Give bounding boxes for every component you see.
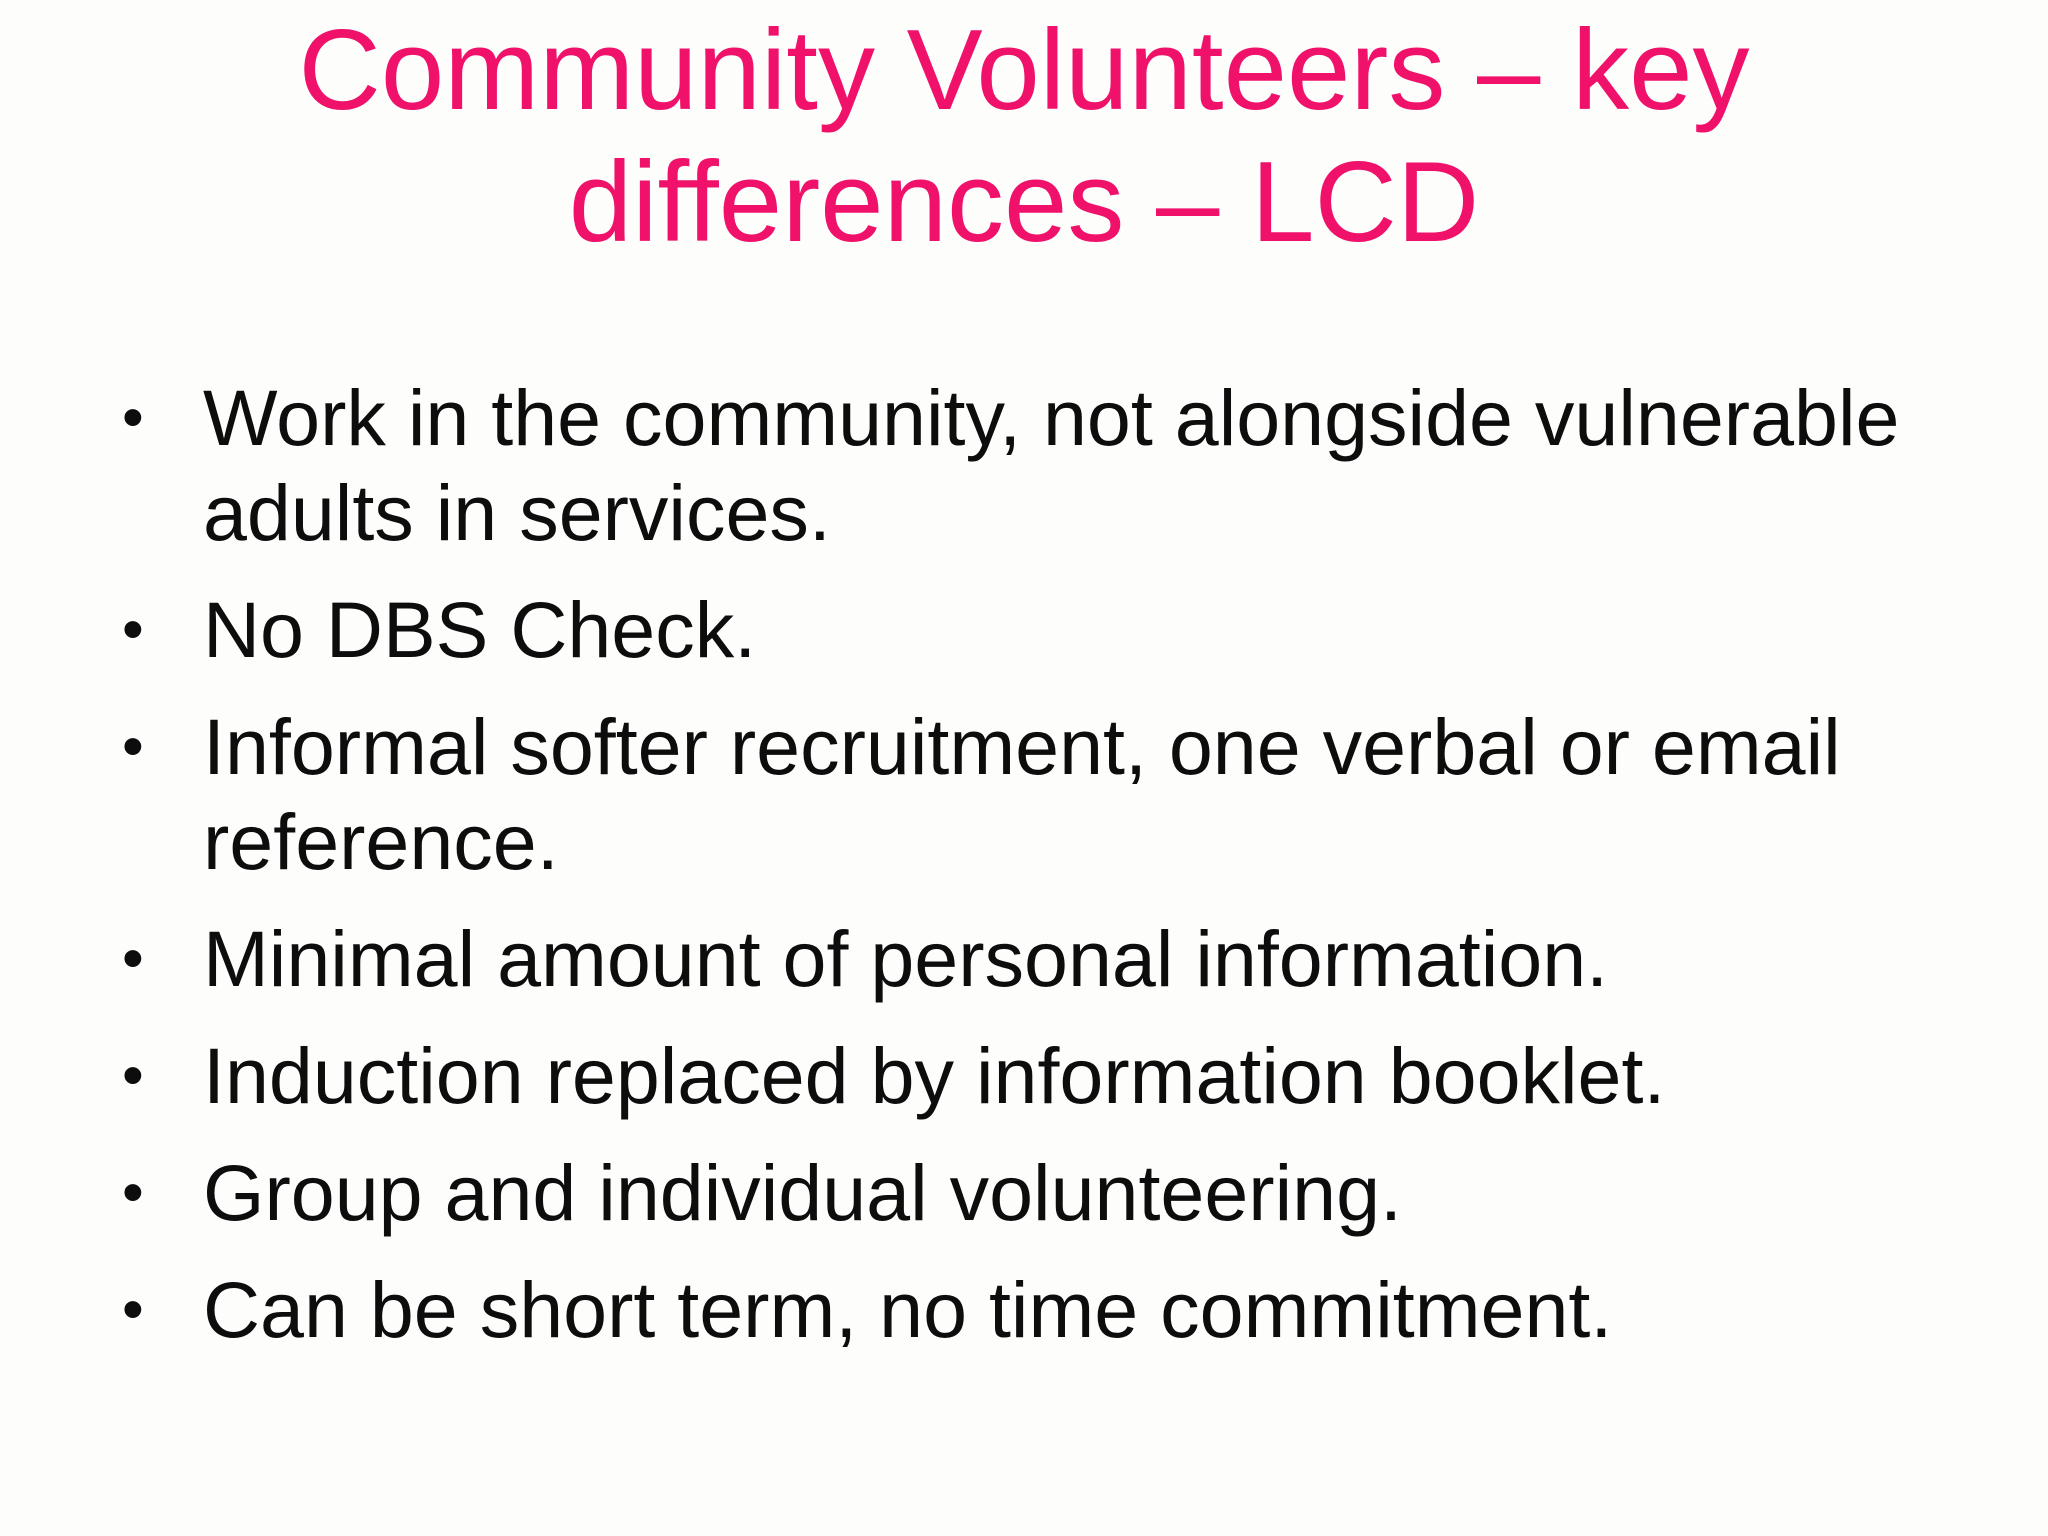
- bullet-item: [0, 699, 2003, 889]
- bullet-list: [0, 370, 2048, 1379]
- bullet-text: No DBS Check.: [203, 585, 757, 674]
- bullet-item: [0, 370, 2003, 560]
- bullet-item: [0, 1262, 2003, 1357]
- bullet-text: Can be short term, no time commitment.: [203, 1265, 1613, 1354]
- bullet-text: Induction replaced by information booklet.: [203, 1031, 1666, 1120]
- bullet-item: [0, 1145, 2003, 1240]
- bullet-dot-icon: •: [122, 712, 144, 781]
- bullet-dot-icon: •: [122, 1158, 144, 1227]
- slide-title: [0, 0, 2048, 269]
- bullet-text: Work in the community, not alongside vulnerable adults in services.: [203, 373, 1900, 557]
- bullet-dot-icon: •: [122, 1275, 144, 1344]
- bullet-item: [0, 582, 2003, 677]
- bullet-text: Minimal amount of personal information.: [203, 914, 1609, 1003]
- bullet-item: [0, 1028, 2003, 1123]
- bullet-item: [0, 911, 2003, 1006]
- title-line-1: Community Volunteers – key: [298, 7, 1750, 134]
- bullet-dot-icon: •: [122, 595, 144, 664]
- title-line-2: differences – LCD: [568, 139, 1480, 266]
- bullet-dot-icon: •: [122, 924, 144, 993]
- bullet-text: Informal softer recruitment, one verbal or email reference.: [203, 702, 1841, 886]
- bullet-dot-icon: •: [122, 383, 144, 452]
- bullet-text: Group and individual volunteering.: [203, 1148, 1402, 1237]
- bullet-dot-icon: •: [122, 1041, 144, 1110]
